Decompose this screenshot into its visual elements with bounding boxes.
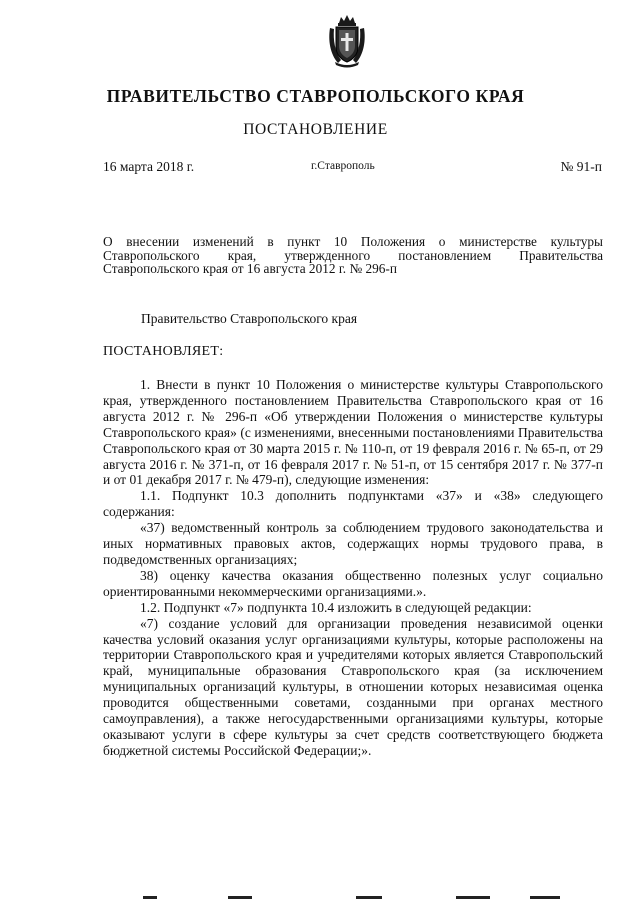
scan-edge-mark — [530, 896, 560, 899]
document-number: № 91-п — [560, 159, 602, 174]
paragraph-item-1-2: 1.2. Подпункт «7» подпункта 10.4 изложить в следующей редакции: — [140, 599, 532, 615]
paragraph-subitem-7: «7) создание условий для организации проведения независимой оценки качества условий оказания услуг организациями культуры, которые расположены на территории Ставропольского края и учредителями которых является Ставропольский край, муниципальные образования Ставропольского края (за исключением муниципальных организаций культуры, в отношении которых независимая оценка проводится общественными советами, созданными при органах местного самоуправления), а также негосударственными организациями культуры, которые оказывают услуги в сфере культуры за счет средств соответствующего бюджета бюджетной системы Российской Федерации;». — [103, 615, 603, 758]
document-type: ПОСТАНОВЛЕНИЕ — [243, 121, 388, 138]
scan-edge-mark — [356, 896, 382, 899]
resolution-heading: ПОСТАНОВЛЯЕТ: — [103, 344, 224, 359]
issuing-authority: Правительство Ставропольского края — [141, 311, 358, 326]
paragraph-item-1: 1. Внести в пункт 10 Положения о министерстве культуры Ставропольского края, утвержденного постановлением Правительства Ставропольского края от 16 августа 2012 г. № 296-п «Об утверждении Положения о министерстве культуры Ставропольского края» (с изменениями, внесенными постановлениями Правительства Ставропольского края от 30 марта 2015 г. № 110-п, от 19 февраля 2016 г. № 65-п, от 29 августа 2016 г. № 371-п, от 16 февраля 2017 г. № 51-п, от 15 сентября 2017 г. № 377-п и от 01 декабря 2017 г. № 479-п), следующие изменения: — [103, 377, 603, 488]
document-date: 16 марта 2018 г. — [103, 159, 195, 174]
document-subject: О внесении изменений в пункт 10 Положения о министерстве культуры Ставропольского края, утвержденного постановлением Правительства Ставропольского края от 16 августа 2012 г. № 296-п — [103, 234, 603, 277]
scan-edge-mark — [456, 896, 490, 899]
paragraph-subitem-37: «37) ведомственный контроль за соблюдением трудового законодательства и иных нормативных правовых актов, содержащих нормы трудового права, в подведомственных организациях; — [103, 520, 603, 567]
scan-edge-mark — [228, 896, 252, 899]
stavropol-coat-of-arms-icon — [327, 14, 367, 68]
government-title: ПРАВИТЕЛЬСТВО СТАВРОПОЛЬСКОГО КРАЯ — [106, 86, 525, 106]
paragraph-subitem-38: 38) оценку качества оказания общественно полезных услуг социально ориентированными некоммерческими организациями.». — [103, 567, 603, 599]
paragraph-item-1-1: 1.1. Подпункт 10.3 дополнить подпунктами «37» и «38» следующего содержания: — [103, 488, 603, 520]
scan-edge-mark — [143, 896, 157, 899]
document-city: г.Ставрополь — [311, 160, 375, 172]
document-body — [103, 377, 603, 759]
